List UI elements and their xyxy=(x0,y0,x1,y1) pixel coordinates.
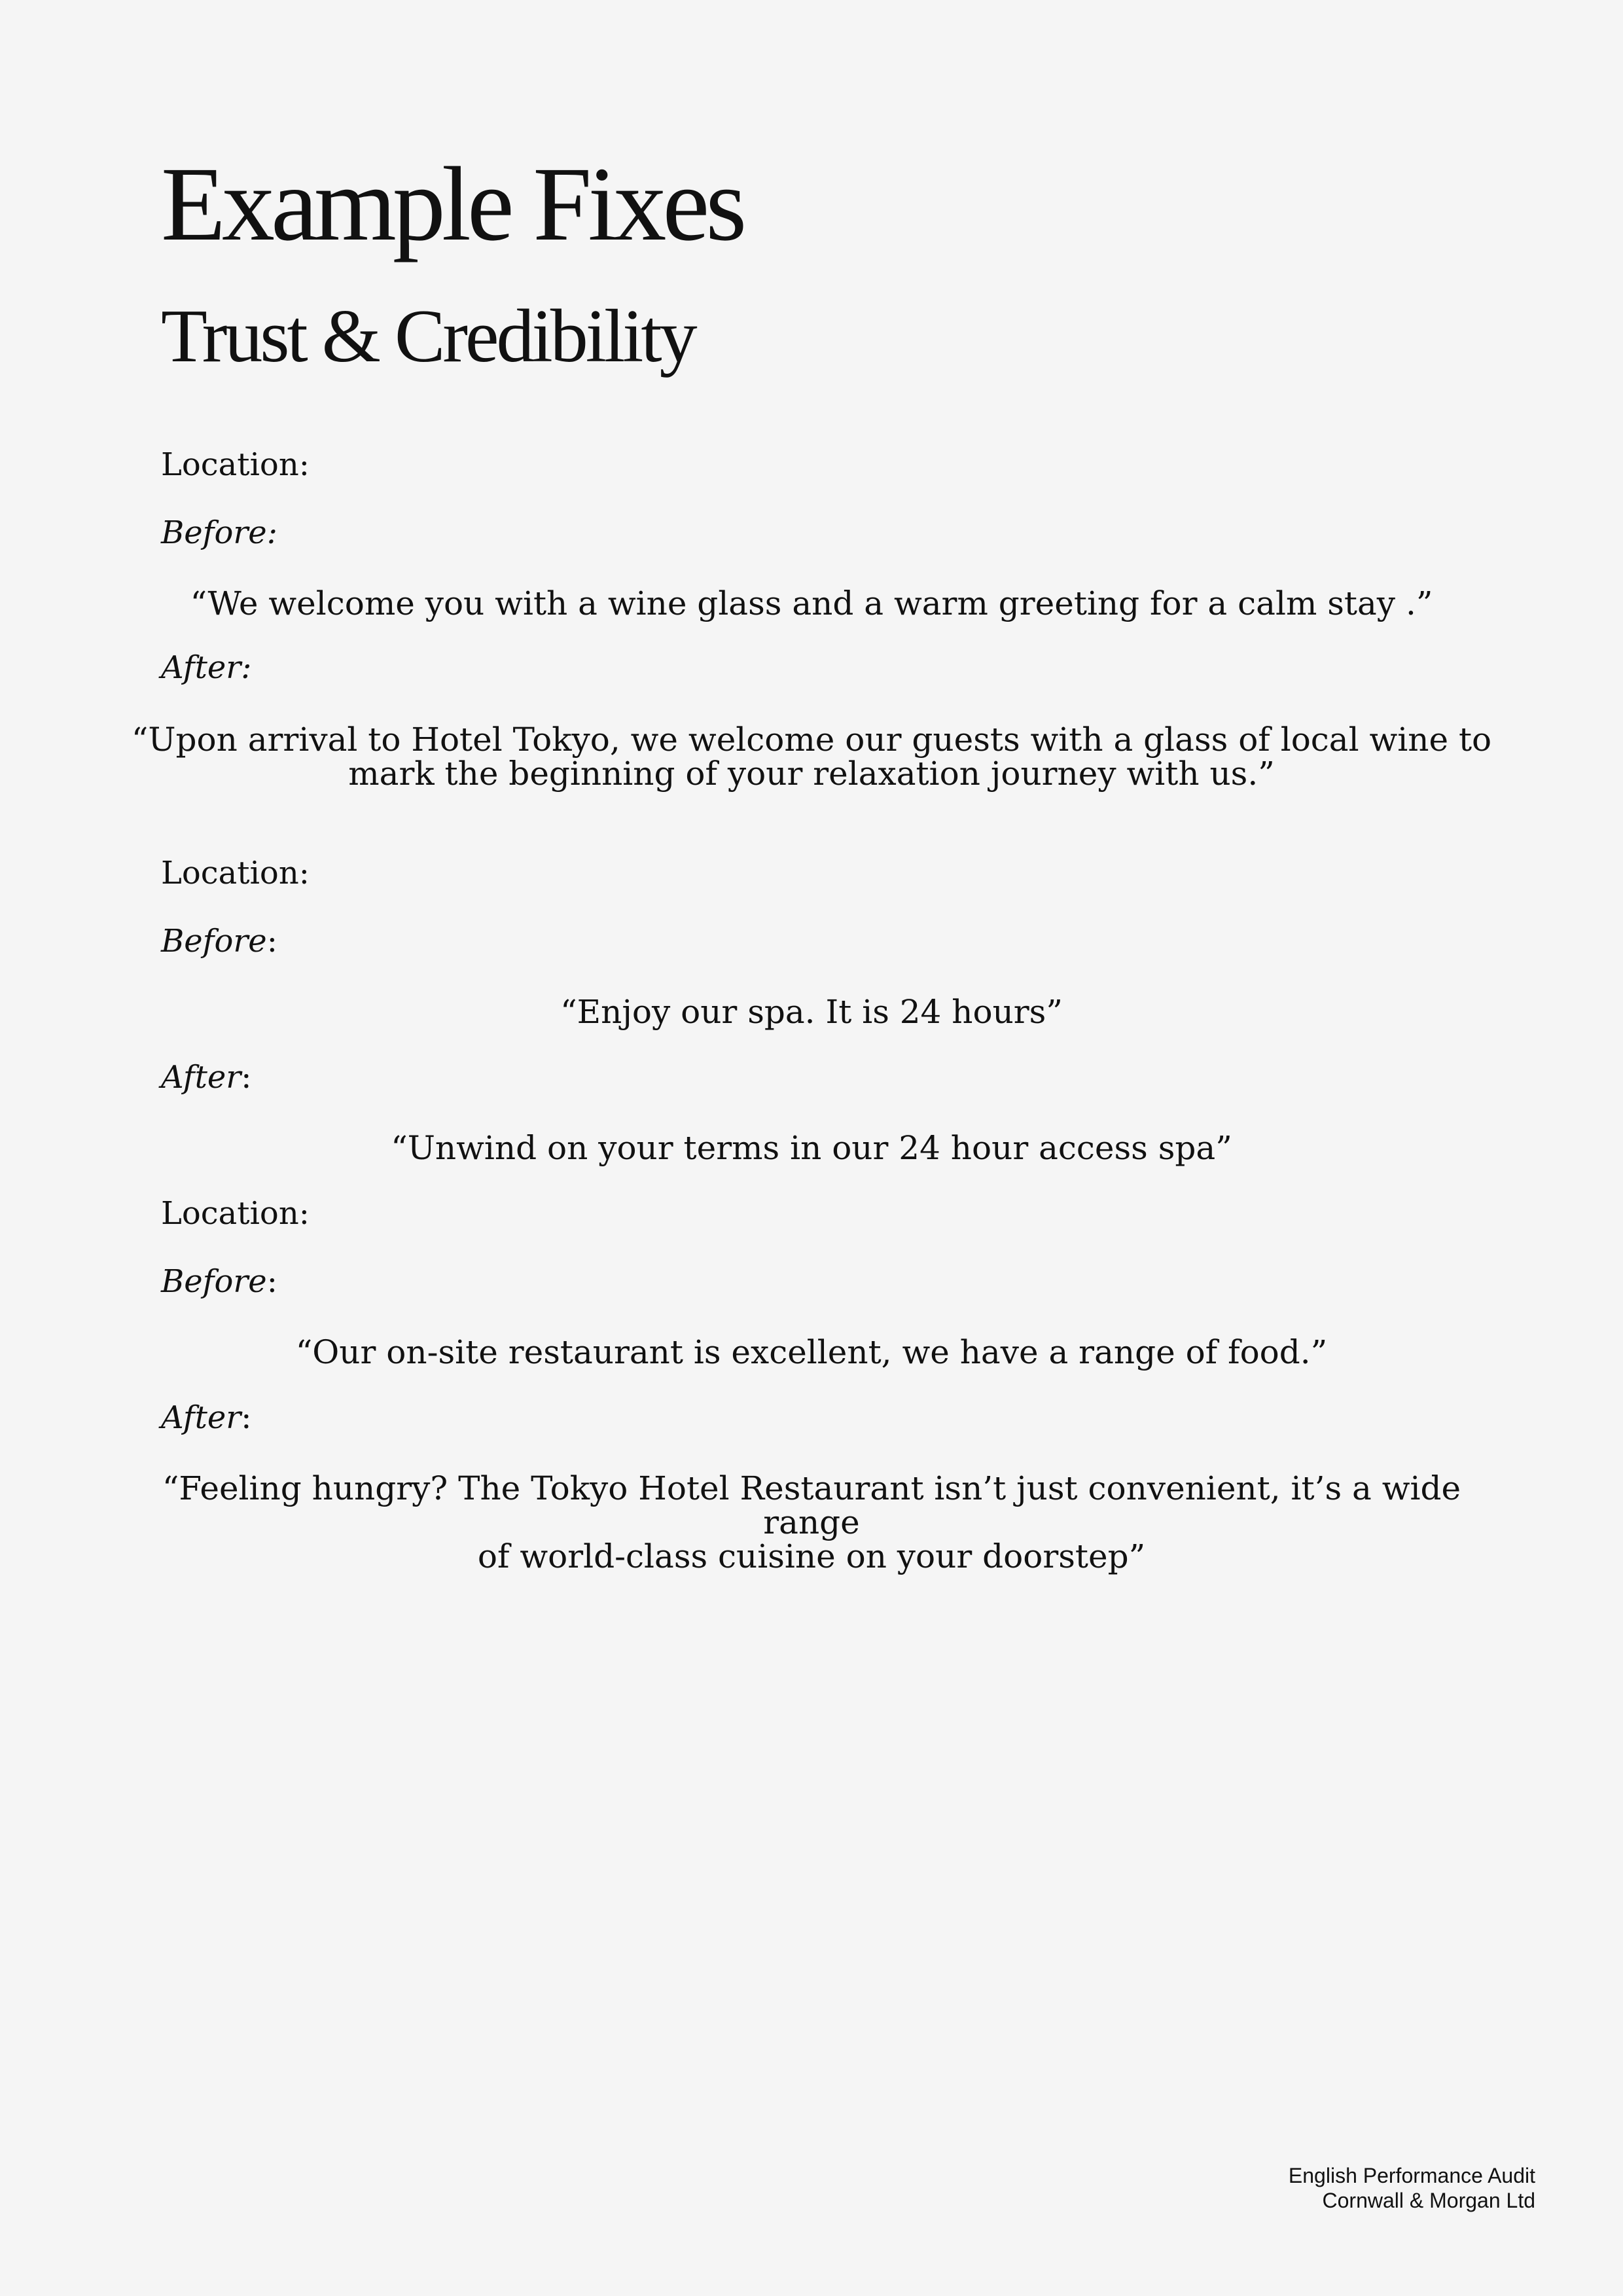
footer-report-name: English Performance Audit xyxy=(1288,2164,1535,2187)
fix-3-location-label: Location: xyxy=(161,1195,310,1232)
fix-2-after-text: After xyxy=(161,1059,241,1096)
fix-2-before-text: Before xyxy=(161,923,267,960)
fix-3-before-quote: “Our on-site restaurant is excellent, we have a range of food.” xyxy=(295,1333,1328,1371)
fix-3-before-text: Before xyxy=(161,1263,267,1300)
fix-3-after-label xyxy=(161,1399,252,1436)
fix-3-before-colon: : xyxy=(266,1263,277,1300)
fix-2-before-colon: : xyxy=(266,923,277,960)
fix-1-before-label xyxy=(161,514,277,551)
page-subtitle: Trust & Credibility xyxy=(161,295,695,378)
fix-3-after-quote xyxy=(131,1471,1492,1573)
fix-2-after-quote: “Unwind on your terms in our 24 hour access spa” xyxy=(391,1129,1232,1167)
fix-2-after-label xyxy=(161,1059,252,1096)
fix-2-after-colon: : xyxy=(241,1059,252,1096)
fix-3-after-colon: : xyxy=(241,1399,252,1436)
fix-1-after-quote xyxy=(131,723,1492,791)
page-footer xyxy=(1289,2163,1535,2213)
fix-1-before-text: Before: xyxy=(161,514,277,551)
fix-2-before-label xyxy=(161,923,277,960)
fix-1-before-quote: “We welcome you with a wine glass and a warm greeting for a calm stay .” xyxy=(190,584,1433,622)
fix-1-after-text: After: xyxy=(161,649,252,686)
page-title: Example Fixes xyxy=(161,146,743,263)
fix-1-after-quote-line-1: “Upon arrival to Hotel Tokyo, we welcome our guests with a glass of local wine to xyxy=(131,721,1492,759)
fix-3-after-quote-line-2: of world-class cuisine on your doorstep” xyxy=(477,1537,1146,1575)
fix-2-before-quote: “Enjoy our spa. It is 24 hours” xyxy=(560,993,1063,1031)
fix-1-after-quote-line-2: mark the beginning of your relaxation journey with us.” xyxy=(348,755,1275,793)
fix-2-location-label: Location: xyxy=(161,855,310,891)
fix-3-before-label xyxy=(161,1263,277,1300)
fix-3-after-quote-line-1: “Feeling hungry? The Tokyo Hotel Restaurant isn’t just convenient, it’s a wide range xyxy=(162,1469,1461,1541)
fix-1-location-label: Location: xyxy=(161,446,310,483)
fix-1-after-label xyxy=(161,649,252,686)
footer-company-name: Cornwall & Morgan Ltd xyxy=(1322,2189,1535,2212)
fix-3-after-text: After xyxy=(161,1399,241,1436)
